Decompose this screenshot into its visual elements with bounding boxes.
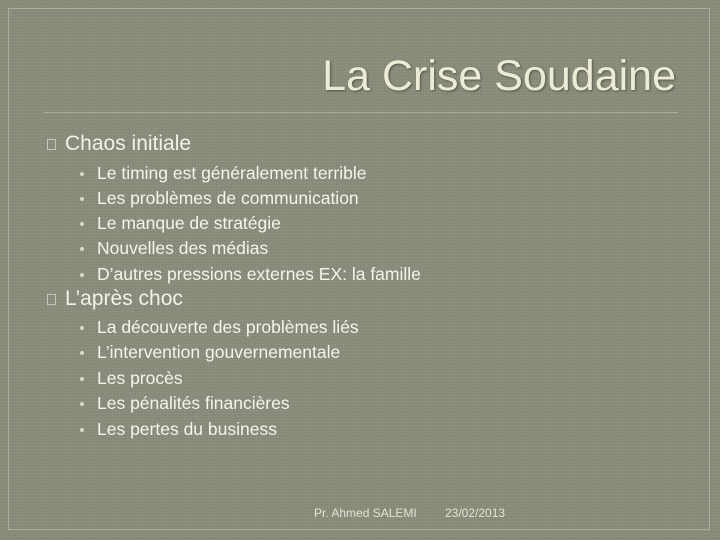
list-item-text: D’autres pressions externes EX: la famille — [97, 264, 421, 284]
list-item — [76, 163, 366, 184]
slide-title: La Crise Soudaine — [322, 52, 676, 100]
list-item-text: L’intervention gouvernementale — [97, 342, 341, 362]
list-item — [76, 264, 421, 285]
dot-bullet-icon — [80, 377, 84, 381]
list-item — [76, 419, 277, 440]
square-bullet-icon — [47, 294, 56, 305]
list-item-text: Le manque de stratégie — [97, 213, 281, 233]
title-divider — [44, 112, 678, 113]
list-item-text: Les pénalités financières — [97, 393, 290, 413]
list-item — [76, 393, 290, 414]
list-item — [76, 213, 281, 234]
section-heading-label: Chaos initiale — [65, 132, 192, 155]
footer-author: Pr. Ahmed SALEMI — [314, 506, 417, 520]
section-heading-chaos — [47, 132, 191, 156]
list-item-text: Les pertes du business — [97, 419, 277, 439]
list-item — [76, 238, 268, 259]
dot-bullet-icon — [80, 428, 84, 432]
dot-bullet-icon — [80, 273, 84, 277]
section-heading-label: L’après choc — [65, 287, 183, 310]
dot-bullet-icon — [80, 172, 84, 176]
dot-bullet-icon — [80, 222, 84, 226]
footer-date: 23/02/2013 — [445, 506, 506, 520]
square-bullet-icon — [47, 139, 56, 150]
list-item — [76, 342, 340, 363]
dot-bullet-icon — [80, 247, 84, 251]
list-item-text: Le timing est généralement terrible — [97, 163, 367, 183]
dot-bullet-icon — [80, 402, 84, 406]
dot-bullet-icon — [80, 351, 84, 355]
list-item-text: Nouvelles des médias — [97, 238, 269, 258]
list-item — [76, 368, 183, 389]
list-item-text: La découverte des problèmes liés — [97, 317, 359, 337]
dot-bullet-icon — [80, 197, 84, 201]
list-item — [76, 188, 359, 209]
dot-bullet-icon — [80, 326, 84, 330]
list-item-text: Les procès — [97, 368, 183, 388]
section-heading-apres-choc — [47, 287, 183, 311]
list-item-text: Les problèmes de communication — [97, 188, 359, 208]
list-item — [76, 317, 359, 338]
